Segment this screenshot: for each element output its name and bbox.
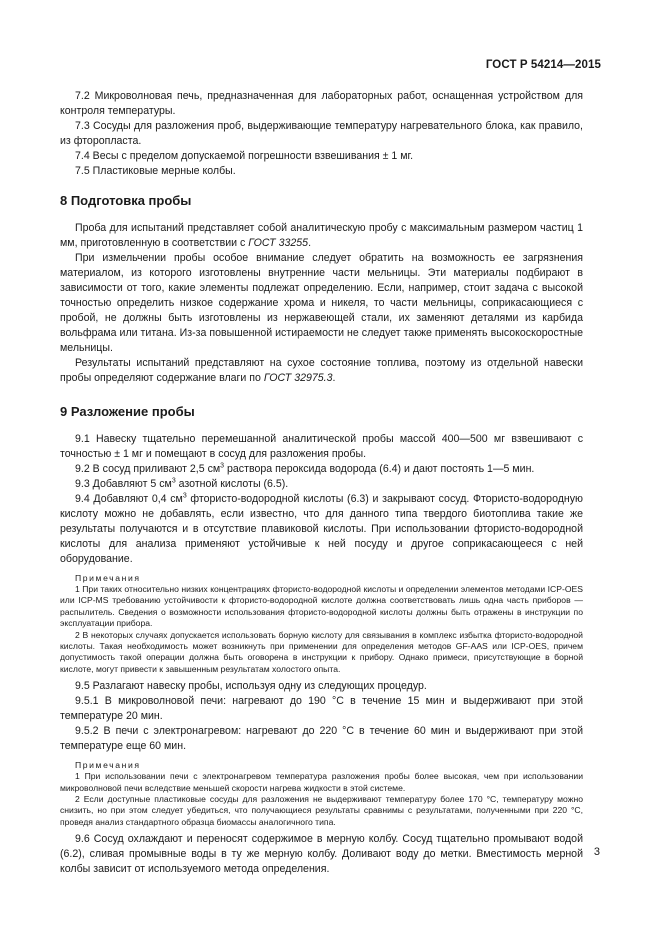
gost-reference: ГОСТ 32975.3 bbox=[263, 371, 333, 384]
note-item: 2 В некоторых случаях допускается использовать борную кислоту для связывания в комплекс избытка фтористо-водородной кислоты. Такая необходимость может возникнуть при применении для определения методов GF-AAS или ICP-OES, причем допустимость такой операции должна быть оговорена в инструкции к прибору. Однако примеси, присутствующие в борной кислоте, могут привести к завышенным результатам холостого опыта. bbox=[60, 629, 583, 674]
note-item: 1 При использовании печи с электронагревом температура разложения пробы более высокая, чем при использовании микроволновой печи вследствие меньшей скорости нагрева жидкости в этой системе. bbox=[60, 771, 583, 793]
paragraph-9-6: 9.6 Сосуд охлаждают и переносят содержимое в мерную колбу. Сосуд тщательно промывают водой (6.2), сливая промывные воды в ту же мерную колбу. Доливают воду до метки. Вместимость мерной колбы зависит от используемого метода определения. bbox=[60, 833, 583, 875]
notes-block-1 bbox=[60, 573, 583, 676]
paragraph-9-5-2: 9.5.2 В печи с электронагревом: нагревают до 220 °С в течение 60 мин и выдерживают при этой температуре еще 60 мин. bbox=[60, 724, 583, 752]
section-8-heading: 8 Подготовка пробы bbox=[60, 193, 192, 209]
paragraph-7-4: 7.4 Весы с пределом допускаемой погрешности взвешивания ± 1 мг. bbox=[75, 149, 414, 162]
paragraph-9-5-1: 9.5.1 В микроволновой печи: нагревают до 190 °С в течение 15 мин и выдерживают при этой температуре 20 мин. bbox=[60, 695, 583, 723]
notes-title: Примечания bbox=[75, 759, 141, 770]
paragraph-8-2: При измельчении пробы особое внимание следует обратить на возможность ее загрязнения материалом, из которого изготовлены внутренние части мельницы. Эти материалы подбирают в зависимости от того, какие элементы подлежат определению. Если, например, стоит задача с высокой точностью определить низкое содержание хрома и никеля, то части мельницы, соприкасающиеся с пробой, не должны быть изготовлены из нержавеющей стали, их заменяют деталями из карбида вольфрама или титана. Из-за повышенной истираемости не следует также применять высокоскоростные мельницы. bbox=[60, 252, 583, 354]
paragraph-8-3: Результаты испытаний представляют на сухое состояние топлива, поэтому из отдельной навески пробы определяют содержание влаги по ГОСТ 32975.3. bbox=[60, 356, 583, 384]
note-item: 2 Если доступные пластиковые сосуды для разложения не выдерживают температуру более 170 °С, температуру можно снизить, но при этом следует убедиться, что получающиеся результаты сравнимы с результатами, полученными при 220 °С, проведя анализ стандартного образца биомассы аналогичного типа. bbox=[60, 793, 583, 827]
paragraph-7-2: 7.2 Микроволновая печь, предназначенная для лабораторных работ, оснащенная устройством для контроля температуры. bbox=[60, 90, 583, 117]
paragraph-9-2: 9.2 В сосуд приливают 2,5 $см^3$ раствора пероксида водорода (6.4) и дают постоять 1—5 мин. bbox=[75, 462, 535, 476]
paragraph-7-5: 7.5 Пластиковые мерные колбы. bbox=[75, 164, 236, 177]
standard-header: ГОСТ Р 54214—2015 bbox=[485, 59, 601, 71]
paragraph-9-4: 9.4 Добавляют 0,4 $см^3$ фтористо-водородной кислоты (6.3) и закрывают сосуд. Фтористо-водородную кислоту можно не добавлять, если известно, что для данного типа твердого биотоплива такие же результаты получаются и в отсутствие плавиковой кислоты. При использовании фтористо-водородной кислоты для анализа применяют устойчивые к ней посуду и другое соприкасающееся с ней оборудование. bbox=[60, 492, 583, 565]
page-content bbox=[60, 89, 583, 877]
notes-block-2 bbox=[60, 760, 583, 828]
paragraph-7-3: 7.3 Сосуды для разложения проб, выдерживающие температуру нагревательного блока, как правило, из фторопласта. bbox=[60, 119, 583, 147]
page-number: 3 bbox=[593, 846, 600, 858]
paragraph-8-1: Проба для испытаний представляет собой аналитическую пробу с максимальным размером частиц 1 мм, приготовленную в соответствии с ГОСТ 33255. bbox=[60, 222, 583, 250]
gost-reference: ГОСТ 33255 bbox=[248, 237, 309, 250]
paragraph-9-3: 9.3 Добавляют 5 $см^3$ азотной кислоты (6.5). bbox=[75, 477, 289, 491]
paragraph-9-1: 9.1 Навеску тщательно перемешанной аналитической пробы массой 400—500 мг взвешивают с точностью ± 1 мг и помещают в сосуд для разложения пробы. bbox=[60, 433, 583, 461]
paragraph-9-5: 9.5 Разлагают навеску пробы, используя одну из следующих процедур. bbox=[75, 680, 427, 693]
section-9-heading: 9 Разложение пробы bbox=[60, 404, 195, 420]
note-item: 1 При таких относительно низких концентрациях фтористо-водородной кислоты и определении элементов методами ICP-OES или ICP-MS требованию устойчивости к фтористо-водородной кислоте должна соответствовать лишь одна часть приборов — распылитель. Сведения о возможности использования фтористо-водородной кислоты должны быть отражены в инструкции по эксплуатации прибора. bbox=[60, 583, 583, 629]
notes-title: Примечания bbox=[75, 572, 141, 583]
